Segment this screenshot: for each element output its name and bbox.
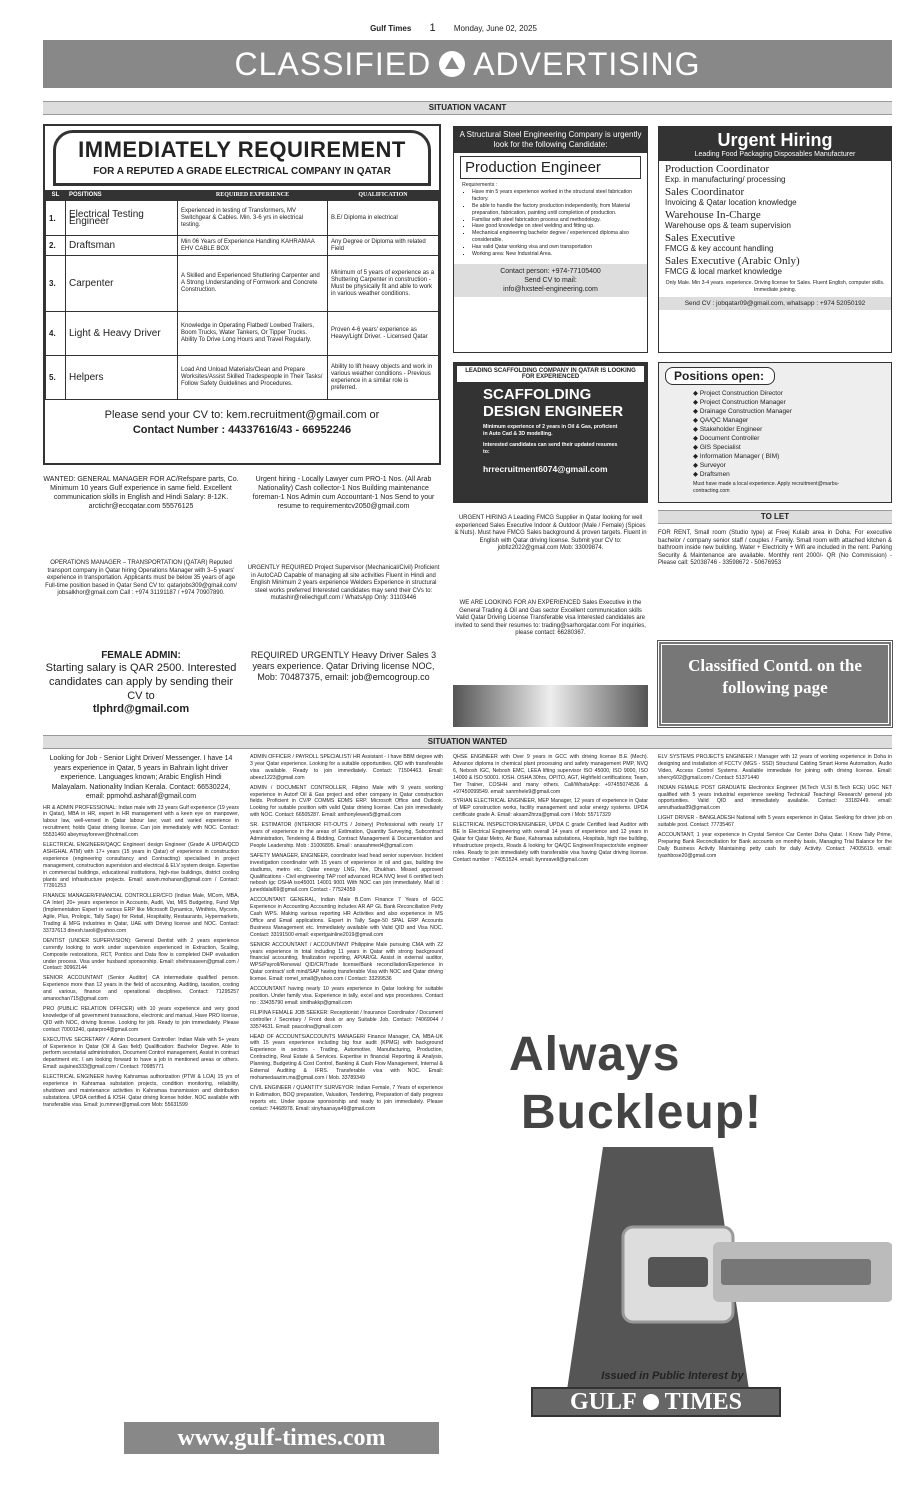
cell-experience: Knowledge in Operating Flatbed/ Lowbed Trailers, Boom Trucks, Water Tankers, Or Tipper Trucks. Ability To Drive Long Hours and Travel Regularly. — [178, 312, 328, 356]
role-block — [665, 163, 885, 184]
ad3-send: Send CV : jobqatar09@gmail.com, whatsapp : +974 52050192 — [659, 297, 891, 310]
role-desc: Warehouse ops & team supervision — [665, 221, 791, 230]
ad5-list — [659, 389, 891, 479]
classified-contd: Classified Contd. on the following page — [658, 641, 892, 727]
cell-sl: 4. — [46, 312, 66, 356]
cell-position: Draftsman — [66, 236, 178, 256]
list-item: ▪ Have min 5 years experience worked in the structural steel fabrication factory. — [472, 189, 639, 203]
ad3-title: Urgent Hiring — [717, 130, 833, 150]
cell-qualification: B.E/ Diploma in electrical — [328, 201, 439, 236]
cell-qualification: Minimum of 5 years of experience as a Shuttering Carpenter in construction - Must be physically fit and able to work in various weather conditions. — [328, 256, 439, 312]
ad5-title: Positions open: — [665, 367, 775, 385]
role-desc: FMCG & key account handling — [665, 244, 774, 253]
role-title: Sales Executive — [665, 232, 735, 244]
psa-line2: Buckleup! — [521, 1086, 763, 1139]
role-desc: Invoicing & Qatar location knowledge — [665, 198, 797, 207]
col-qualification: QUALIFICATION — [328, 191, 439, 201]
ad1-footer-line2: Contact Number : 44337616/43 - 66952246 — [132, 424, 352, 436]
ad2-email: info@hxsteel-engineering.com — [503, 285, 598, 293]
list-item: ◆ QA/QC Manager — [693, 417, 749, 424]
list-item: ▪ Working area: New Industrial Area. — [472, 251, 639, 258]
list-item: HEAD OF ACCOUNTS/ACCOUNTS MANAGER/ Finance Manager, CA, MBA-UK with 15 years experience including big four audit (KPMG) with background Experience in sectors - Trading, Automotive, Manufacturing, Production, Contracting, Real Estate & Services. Expertise in financial Reporting & Analysis, Planning, Budgeting & Cost Control, Banking & Cash Flow Management, Internal & External Auditing & IFRS. Transferable visa with NOC. Email: mohamedaazim.ma@gmail.com / Mob. 33789349 — [250, 1033, 443, 1081]
ad2-contact: Contact person: +974-77105400 — [500, 267, 601, 275]
list-item: ◆ Draftsmen — [693, 471, 730, 478]
list-item: ◆ Drainage Construction Manager — [693, 408, 792, 415]
role-block — [665, 186, 885, 207]
role-block — [665, 209, 885, 230]
list-item: SENIOR ACCOUNTANT (Senior Auditor) CA intermediate qualified person. Experience more than 12 years in the field of accounting. Auditing, taxation, costing and various, finance and operational disciplines. Contact: 71295257 amanochan715@gmail.com — [43, 975, 239, 1003]
table-row — [46, 236, 439, 256]
wanted-column-1 — [43, 754, 239, 1112]
masthead-left: CLASSIFIED — [234, 45, 432, 82]
list-item: INDIAN FEMALE POST GRADUATE Electronics Engineer (M.Tech VLSI B.Tech ECE) UGC NET qualified with 5 years industrial experience seeking Technical/ Teaching/ Research/ general job opportunities. Valid QID and immediately available. Contact: 33182449. email: amruthadas89@gmail.com — [658, 784, 892, 812]
role-block — [665, 255, 885, 276]
ad-scaffolding — [453, 362, 648, 503]
list-item: DENTIST (UNDER SUPERVISION): General Dentist with 2 years experience currently looking to work under supervision experienced in Extraction, Scaling, Composite restorations, RCT, Pontics and Data flow is completed DHP evaluation under process. Visa under husband sponsorship. Email: shehnsaseen@gmail.com / Contact: 30962144 — [43, 937, 239, 972]
psa-issued: Issued in Public Interest by — [601, 1370, 744, 1382]
list-item: EXECUTIVE SECRETARY / Admin Document Controller: Indian Male with 5+ years of Experience in Qatar (Oil & Gas field) Qualification: Bachelor Degree. Able to perform secretarial administration, Document Control management, Assist in contract department etc. I am looking forward to have a job in mentioned areas or others. Email: aujaines333@gmail.com / Contact: 70985771 — [43, 1036, 239, 1071]
list-item: ◆ Project Construction Manager — [693, 399, 786, 406]
female-admin-email: tlphrd@gmail.com — [92, 703, 190, 715]
psa-line1: Always — [509, 1028, 681, 1081]
list-item: PRO (PUBLIC RELATION OFFICER) with 10 years experience and very good knowledge of all government transactions, electronic and manual. Have PRO license, QID with NOC, driving license. Looking for job. Ready to join immediately. Please contact 70001240, qatarpro4@gmail.com — [43, 1005, 239, 1033]
masthead-right: ADVERTISING — [473, 45, 701, 82]
ad4-title2: DESIGN ENGINEER — [483, 403, 624, 420]
ad-operations-manager: OPERATIONS MANAGER – TRANSPORTATION (QATAR) Reputed transport company in Qatar hiring Operations Manager with 3–5 years' experience in transportation. Applicants must be below 35 years of age Full-time position based in Qatar Send CV to: qatarjobs309@gmail.com/ jobsalkhor@gmail.com Call : +974 31191187 / +974 70907890. — [45, 560, 237, 597]
cell-experience: A Skilled and Experienced Shuttering Carpenter and A Strong Understanding of Formwork and Concrete Construction. — [178, 256, 328, 312]
ad-urgent-local: Urgent hiring - Locally Lawyer cum PRO-1 Nos. (All Arab Nationality) Cash collector-1 Nos Building maintenance foreman-1 Nos Admin cum Accountant-1 Nos Send to your resume to requirementcv2050@gmail.com — [252, 476, 435, 510]
table-row — [46, 256, 439, 312]
cell-sl: 5. — [46, 356, 66, 400]
cell-position: Carpenter — [66, 256, 178, 312]
col-experience: REQUIRED EXPERIENCE — [178, 191, 328, 201]
wanted-column-2 — [250, 754, 443, 1116]
ad4-req: Minimum experience of 2 years in Oil & Gas, proficient in Auto Cad & 3D modelling. — [483, 424, 618, 437]
cell-experience: Load And Unload Materials/Clean and Prepare Worksites/Assist Skilled Tradespeople in Their Tasks/ Follow Safety Guidelines and Procedures. — [178, 356, 328, 400]
list-item: ◆ Document Controller — [693, 435, 760, 442]
ad-project-supervisor: URGENTLY REQUIRED Project Supervisor (Mechanical/Civil) Proficient in AutoCAD Capable of managing all site activities Fluent in Hindi and English Minimum 2 years experience Welders Experience in structural steel works preferred Interested candidates may send their CVs to: mutashir@reliechgulf.com / WhatsApp Only: 31103446 — [247, 565, 440, 602]
footer-url[interactable]: www.gulf-times.com — [124, 1422, 439, 1454]
top-line — [0, 22, 907, 34]
list-item: LIGHT DRIVER - BANGLADESH National with 5 years experience in Qatar. Seeking for driver job on suitable post. Contact: 77735467 — [658, 815, 892, 829]
role-title: Production Coordinator — [665, 163, 770, 175]
section-situation-wanted: SITUATION WANTED — [43, 735, 892, 749]
list-item: SENIOR ACCOUNTANT / ACCOUNTANT Philippine Male pursuing CMA with 22 years experience in total including 11 years in Qatar with strong background financial accounting, finalization reporting, AP/AR/GL Assist in external auditor, WPS/Payroll/Renewal QID/CR/Trade license/Bank reconciliation/Experience in Qatar contract/ soft mind/SAP having transferable Visa with NOC and Qatar driving license. Email: romel_small@yahoo.com / Contact: 33299536 — [250, 941, 443, 983]
list-item: SR. ESTIMATOR (INTERIOR FIT-OUTS / Joinery) Professional with nearly 17 years of experience in the areas of Estimation, Quantity Surveying, Subcontract Administration, Tendering & Bidding, Contract Management & Documentation and People Leadership. Mob : 31006895. Email : anasahmed4@gmail.com — [250, 822, 443, 849]
ad4-title1: SCAFFOLDING — [483, 386, 592, 403]
table-row — [46, 201, 439, 236]
ad2-title: Production Engineer — [460, 156, 641, 179]
list-item: ACCOUNTANT having nearly 10 years experience in Qatar looking for suitable position. Under family visa. Experience in tally, excel and wps procedures. Contact no : 33435790 email: sinithakkp@gmail.com — [250, 986, 443, 1006]
list-item: Looking for Job - Senior Light Driver/ Messenger. I have 14 years experience in Qatar, 5 years in Bahrain light driver experience. Languages known; Arabic English Hindi Malayalam. Nationality Indian Kerala. Contact: 66530224, email: ppmohd.asharaf@gmail.com — [49, 755, 233, 800]
list-item: ◆ Surveyor — [693, 462, 726, 469]
role-title: Warehouse In-Charge — [665, 209, 761, 221]
list-item: ADMIN OFFICER / PAYROLL SPECIALIST/ HR Assistant - I have BBM degree with 3 year Qatar experience. Looking for a suitable opportunities. QID with transferable visa available. Ready to join immediately. Contact: 71504463. Email: abeez1223@gmail.com — [250, 754, 443, 781]
cell-qualification: Proven 4-6 years' experience as Heavy/Light Driver. - Licensed Qatar — [328, 312, 439, 356]
ad-general-manager: WANTED: GENERAL MANAGER FOR AC/Refspare parts, Co. Minimum 10 years Gulf experience in same field. Excellent communication skills in English and Hindi Salary: 8-12K. arctichr@eccqatar.com 55576125 — [43, 476, 239, 510]
female-admin-title: FEMALE ADMIN: — [101, 650, 181, 661]
issue-date: Monday, June 02, 2025 — [453, 24, 537, 33]
role-desc: Exp. in manufacturing/ processing — [665, 175, 786, 184]
list-item: ADMIN / DOCUMENT CONTROLLER, Filipino Male with 9 years working experience in Autorf Oil & Gas project and other company in Qatar construction fields. Proficient in CV/P COMMS EDMS ERP. Microsoft Office and Outlook. Looking for suitable position with valid Qatar driving license. Can join immediately with NOC. Contact: 66505287. Email: anthonylewes5@gmail.com — [250, 784, 443, 819]
dhow-logo-icon — [439, 51, 465, 77]
list-item: ▪ Be able to handle the factory production independently, from Material preparation, fabrication, painting until completion of production. — [472, 203, 639, 217]
list-item: ◆ GIS Specialist — [693, 444, 741, 451]
ad1-title: IMMEDIATELY REQUIREMENT — [78, 137, 406, 162]
cell-experience: Min 06 Years of Experience Handling KAHRAMAA EHV CABLE BOX — [178, 236, 328, 256]
ad3-note: Only Male. Min 3-4 years. experience. Driving license for Sales. Fluent English, computer skills. Immediate joining. — [665, 280, 885, 293]
list-item: ▪ Have good knowledge on steel welding and fitting up. — [472, 223, 639, 230]
section-situation-vacant: SITUATION VACANT — [43, 101, 892, 115]
gradient-band — [453, 685, 648, 727]
psa-buckle-up — [453, 987, 892, 1427]
list-item: ▪ Mechanical engineering bachelor degree / experienced diploma also considerable. — [472, 230, 639, 244]
female-admin-body: Starting salary is QAR 2500. Interested candidates can apply by sending their CV to — [45, 662, 237, 702]
dhow-logo-icon — [643, 1394, 659, 1410]
paper-name: Gulf Times — [370, 24, 412, 33]
col-sl: SL — [46, 191, 66, 201]
list-item: ACCOUNTANT, 1 year experience in Crystal Service Car Center Doha Qatar. I Know Tally Prime, Preparing Bank Reconciliation for Bank accounts on monthly basis, Managing Trial Balance for the Daily Business Activity Maintaining petty cash for daily Activity. Contact: 74005619. email: tyashbose20@gmail.com — [658, 832, 892, 859]
ad1-table — [45, 190, 439, 400]
list-item: ELV SYSTEMS PROJECTS ENGINEER / Manager with 12 years of working experience in Doha in designing and installation of FCCTV (MGS - SSD) Structural Cabling Smart Home Automation, Audio Video, Access Control Systems. Available immediate for joining with driving license. Email: shercy602@gmail.com / Contact: 51371440 — [658, 754, 892, 781]
ad4-send: Interested candidates can send their updated resumes to: — [483, 441, 618, 455]
ad-urgent-hiring-food — [658, 126, 892, 353]
ad2-intro: A Structural Steel Engineering Company is urgently look for the following Candidate: — [454, 127, 647, 153]
wanted-column-4 — [658, 754, 892, 863]
list-item: ELECTRICAL ENGINEER having Kahramaa authorization (PTW & LOA) 15 yrs of experience in Kahramaa substation projects, condition monitoring, reliability, shutdown and maintenance activities in Kahramaa transmission and distribution substations. UPDA certified & IOSH. Qatar driving license holder. NOC available with transferable visa. Email: jo.mmner@gmail.com Mob: 55631599 — [43, 1074, 239, 1108]
ad2-requirements — [454, 189, 647, 258]
ad-immediate-requirement — [43, 124, 441, 465]
cell-sl: 3. — [46, 256, 66, 312]
ad1-footer-line1: Please send your CV to: kem.recruitment@gmail.com or — [104, 409, 380, 421]
cell-qualification: Ability to lift heavy objects and work in various weather conditions - Previous experience in a similar role is preferred. — [328, 356, 439, 400]
logo-left: GULF — [569, 1388, 637, 1415]
list-item: ◆ Information Manager ( BIM) — [693, 453, 780, 460]
list-item: ▪ Has valid Qatar working visa and own transportation — [472, 244, 639, 251]
ad1-subtitle: FOR A REPUTED A GRADE ELECTRICAL COMPANY IN QATAR — [93, 166, 391, 177]
role-title: Sales Executive (Arabic Only) — [665, 255, 800, 267]
ad4-line1: LEADING SCAFFOLDING COMPANY IN QATAR IS LOOKING FOR EXPERIENCED — [457, 366, 644, 382]
list-item: ▪ Familiar with steel fabrication process and methodology. — [472, 217, 639, 224]
cell-sl: 1. — [46, 201, 66, 236]
ad2-send: Send CV to mail: — [524, 276, 577, 284]
list-item: ELECTRICAL INSPECTOR/ENGINEER, UPDA C grade Certified lead Auditor with BE in Electrical Engineering with overall 14 years of experience and 12 years in Qatar for Qatar Metro, Air Base, Kahramaa substations, Hospitals, high rise building, infrastructure projects, Roads & looking for QA/QC Engineer/Inspector/site engineer roles. Ready to join immediately with transferable visa having Qatar driving license. Contact number : 74051524. email: bynnravell@gmail.com — [453, 822, 648, 863]
ad5-foot: Must have made a local experience. Apply recruitment@marbu-contracting.com — [693, 481, 840, 494]
list-item: FILIPINA FEMALE JOB SEEKER: Receptionist / Insurance Coordinator / Document controller / Secretary / Front desk or any Suitable Job. Contact: 74069044 / 33574631. Email: paucolna@gmail.com — [250, 1009, 443, 1030]
cell-position: Helpers — [66, 356, 178, 400]
role-block — [665, 232, 885, 253]
cell-experience: Experienced in testing of Transformers, MV Switchgear & Cables. Min. 3-6 yrs in electrical testing. — [178, 201, 328, 236]
ad4-email: hrrecruitment6074@gmail.com — [483, 463, 608, 474]
masthead — [43, 40, 892, 88]
list-item: QHSE ENGINEER with Over 9 years in GCC with driving license B.E (Mech). Advance diploma in chemical plant processing and safety management PMP, NVQ 6, Nebosh IGC, Nebosh EMC, LEEA lifting supervisor ISO 45000, ISO 9000, ISO 14000 & ISO 50001. IOSH. OSHA 30hrs, OPITO, AGT, Highfield certifications; Team, Tier Trainer, COSHH and many others. Call/WhatsApp: +97455074536 & +97450099549. email: sanmhele9@gmail.com — [453, 754, 648, 795]
ad-heavy-driver: REQUIRED URGENTLY Heavy Driver Sales 3 years experience. Qatar Driving license NOC, Mob: 70487375, email: job@emcogroup.co — [250, 650, 437, 682]
section-to-let: TO LET — [658, 510, 892, 524]
cell-qualification: Any Degree or Diploma with related Field — [328, 236, 439, 256]
list-item: FINANCE MANAGER/FINANCIAL CONTROLLER/CFO (Indian Male, MCom, MBA, CA Inter) 20+ years experience in Accounts, Audit, Vat, MIS Budgeting, Fund Mgt (Implementation Expert in various ERP like Microsoft Dynamics, Winthiris, Mycorin, Agile, Plus, Prologic, Tally Sage) for Retail, Hospitality, Restaurants, Hypermarkets, Trading & MFG industries in Qatar, UAE with Driving license and NOC. Contact: 33737613 dinesh.taroli@yahoo.com — [43, 893, 239, 934]
cell-position: Electrical Testing Engineer — [66, 201, 178, 236]
table-row — [46, 356, 439, 400]
list-item: CIVIL ENGINEER / QUANTITY SURVEYOR: Indian Female, 7 Years of experience in Estimation, BOQ preparation, Valuation, Tendering, Preparation of daily progress reports etc. Under spouse sponsorship and ready to join immediately. Please contact: 74468978. Email: sinyhaanaya49@gmail.com — [250, 1084, 443, 1112]
cell-sl: 2. — [46, 236, 66, 256]
list-item: HR & ADMIN PROFESSIONAL: Indian male with 23 years Gulf experience (19 years in Qatar), MBA in HR, expert in HR management with a keen eye on manpower, labour law, well-versed in Qatar labour law; vast and varied experience in recruitment; holds Qatar driving license. Can join immediately with NOC. Contact: 55531460 abeymayforever@hotmail.com — [43, 804, 239, 839]
ad3-subtitle: Leading Food Packaging Disposables Manufacturer — [694, 151, 856, 158]
ad-positions-open — [658, 362, 892, 503]
logo-right: TIMES — [664, 1388, 743, 1415]
cell-position: Light & Heavy Driver — [66, 312, 178, 356]
ad-fmcg-sales: URGENT HIRING A Leading FMCG Supplier in Qatar looking for well experienced Sales Executive Indoor & Outdoor (Male / Female) (Spices & Nuts). Must have FMCG Sales background & proven targets. Fluent in English with Qatar driving license. Submit your CV to: jobfiz2022@gmail.com Mob: 33009874. — [454, 515, 647, 552]
ad-female-admin — [43, 650, 239, 715]
col-positions: POSITIONS — [66, 191, 178, 201]
gulf-times-logo — [531, 1387, 781, 1417]
list-item: ◆ Project Construction Director — [693, 390, 783, 397]
ad-production-engineer — [453, 126, 648, 353]
wanted-column-3 — [453, 754, 648, 867]
page-number: 1 — [429, 22, 436, 34]
list-item: SAFETY MANAGER, ENGINEER, coordinator lead head senior supervisor. Incident investigation coordinator with 15 years of experience in oil and gas, building tire stadiums, metro etc. Qatar energy LNG, Nre, Dhukhan. Missed approved Qualifications - Civil engineering TAP roof advanced RCA NVQ level 6 certified tech nebosh igc OSHA iso45001 14001 9001 With NOC can join immediately. Mail id : juneddalal69@gmail.com Contact - 77524359 — [250, 852, 443, 894]
role-title: Sales Coordinator — [665, 186, 745, 198]
list-item: SYRIAN ELECTRICAL ENGINEER, MEP Manager, 12 years of experience in Qatar of MEP construction works, facility management and solar energy systems. UPDA certificate grade A. Email: aksam2hrza@gmail.com / Mob: 55717329 — [453, 798, 648, 819]
ad-to-let: FOR RENT, Small room (Studio type) at Freej Kulaib area in Doha. For executive bachelor / company senior staff / couples / Family. Small room with attached kitchen & bathroom inside new building. Water + Electricity + Wifi are included in the rent. Parking Security & Maintenance are available. Monthly rent 2000/- QR (No Commission) - Please call: 52038746 - 33598672 - 50676953 — [658, 530, 892, 567]
table-row — [46, 312, 439, 356]
ad2-req-label: Requirements : — [462, 182, 498, 188]
list-item: ACCOUNTANT GENERAL, Indian Male B.Com Finance 7 Years of GCC Experience in Accounting Accounting includes AR AP GL Bank Reconciliation Petty Cash WPS. Making various reporting HR Activities and also experience in MS Office and Email applications. Expert in Tally Sage-50 SPAL ERP Accounts Business Management etc. Immediately available with Valid QID and Visa NOC. Contact: 33191500 email: expertgainline2019@gmail.com — [250, 897, 443, 938]
ad-sales-executive: WE ARE LOOKING FOR AN EXPERIENCED Sales Executive in the General Trading & Oil and Gas sector Excellent communication skills Valid Qatar Driving License Transferable visa Interested candidates are invited to send their resumes to: trading@sarhorqatar.com For inquiries, please contact: 66280367. — [455, 600, 646, 637]
list-item: ◆ Stakeholder Engineer — [693, 426, 763, 433]
role-desc: FMCG & local market knowledge — [665, 267, 782, 276]
list-item: ELECTRICAL ENGINEER/QAQC Engineer/ design Engineer (Grade A UPDA/QCD ASHGHAL ATM) with 17+ years (15 years in Qatar) of experience in construction experience (engineering consultancy and Contracting) specialised in project management, construction supervision and electrical & ELV system design. Expertise in commercial buildings, educational institutions, high-rise buildings, district cooling plants and infrastructure projects. Email: aswin.mohanan@gmail.com / Contact: 77391253 — [43, 842, 239, 890]
